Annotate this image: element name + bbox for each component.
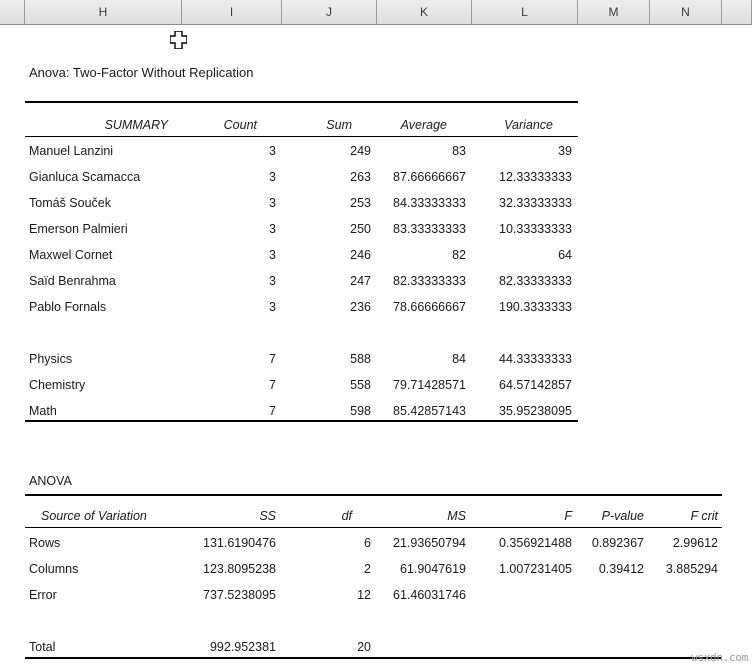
table-row: Physics — [29, 352, 73, 366]
anova-header-p-value: P-value — [601, 509, 644, 523]
report-title: Anova: Two-Factor Without Replication — [29, 65, 254, 80]
table-cell: 0.39412 — [598, 562, 644, 576]
table-cell: 1.007231405 — [499, 562, 572, 576]
table-cell: 85.42857143 — [393, 404, 466, 418]
table-cell: 598 — [350, 404, 371, 418]
summary-header-average: Average — [400, 118, 447, 132]
table-cell: 3 — [269, 144, 276, 158]
table-cell: 249 — [350, 144, 371, 158]
anova-total-df: 20 — [357, 640, 371, 654]
anova-total-ss: 992.952381 — [209, 640, 276, 654]
column-header-j[interactable]: J — [282, 0, 377, 24]
table-cell: 3 — [269, 222, 276, 236]
table-cell: 83 — [452, 144, 466, 158]
anova-total-label: Total — [29, 640, 56, 654]
anova-section-label: ANOVA — [29, 474, 72, 488]
table-row: Pablo Fornals — [29, 300, 107, 314]
table-row: Saïd Benrahma — [29, 274, 116, 288]
table-cell: 32.33333333 — [499, 196, 572, 210]
table-cell: 3 — [269, 248, 276, 262]
table-cell: 3 — [269, 300, 276, 314]
table-cell: 44.33333333 — [499, 352, 572, 366]
table-cell: 64 — [558, 248, 572, 262]
table-cell: 131.6190476 — [203, 536, 276, 550]
anova-header-source: Source of Variation — [41, 509, 147, 523]
table-cell: 2 — [364, 562, 371, 576]
table-cell: 3.885294 — [665, 562, 718, 576]
table-cell: 588 — [350, 352, 371, 366]
column-header-m[interactable]: M — [578, 0, 650, 24]
summary-header-rule — [25, 136, 578, 137]
column-header-partial[interactable] — [722, 0, 752, 24]
table-cell: 12 — [357, 588, 371, 602]
anova-header-df: df — [341, 509, 352, 523]
column-header-h[interactable]: H — [25, 0, 182, 24]
table-cell: 263 — [350, 170, 371, 184]
summary-header-variance: Variance — [504, 118, 553, 132]
table-cell: 7 — [269, 404, 276, 418]
table-cell: 3 — [269, 170, 276, 184]
table-cell: 10.33333333 — [499, 222, 572, 236]
table-row: Math — [29, 404, 57, 418]
column-header-i[interactable]: I — [182, 0, 282, 24]
table-cell: 12.33333333 — [499, 170, 572, 184]
summary-header-count: Count — [223, 118, 257, 132]
anova-header-rule — [25, 527, 722, 528]
table-cell: 87.66666667 — [393, 170, 466, 184]
table-cell: 190.3333333 — [499, 300, 572, 314]
table-cell: 2.99612 — [672, 536, 718, 550]
anova-header-f: F — [564, 509, 572, 523]
table-cell: 84 — [452, 352, 466, 366]
summary-top-rule — [25, 101, 578, 103]
column-header-row — [0, 0, 752, 25]
table-cell: 3 — [269, 274, 276, 288]
summary-bottom-rule — [25, 420, 578, 422]
table-cell: 246 — [350, 248, 371, 262]
table-cell: 250 — [350, 222, 371, 236]
table-cell: 737.5238095 — [203, 588, 276, 602]
table-cell: 64.57142857 — [499, 378, 572, 392]
table-cell: 79.71428571 — [393, 378, 466, 392]
column-header-l[interactable]: L — [472, 0, 578, 24]
table-cell: 0.356921488 — [499, 536, 572, 550]
sheet-content — [0, 25, 752, 666]
table-row: Columns — [29, 562, 79, 576]
table-row: Maxwel Cornet — [29, 248, 113, 262]
table-cell: 558 — [350, 378, 371, 392]
column-header-k[interactable]: K — [377, 0, 472, 24]
table-cell: 78.66666667 — [393, 300, 466, 314]
table-row: Gianluca Scamacca — [29, 170, 141, 184]
table-cell: 253 — [350, 196, 371, 210]
table-cell: 0.892367 — [591, 536, 644, 550]
table-row: Manuel Lanzini — [29, 144, 114, 158]
table-cell: 83.33333333 — [393, 222, 466, 236]
column-header-n[interactable]: N — [650, 0, 722, 24]
table-cell: 21.93650794 — [393, 536, 466, 550]
anova-header-ms: MS — [447, 509, 466, 523]
anova-header-f-crit: F crit — [690, 509, 718, 523]
table-cell: 35.95238095 — [499, 404, 572, 418]
table-row: Emerson Palmieri — [29, 222, 128, 236]
table-cell: 7 — [269, 378, 276, 392]
anova-header-ss: SS — [259, 509, 276, 523]
anova-bottom-rule — [25, 657, 722, 659]
site-watermark: wsxdn.com — [691, 651, 748, 664]
table-cell: 82.33333333 — [393, 274, 466, 288]
table-row: Rows — [29, 536, 61, 550]
table-row: Error — [29, 588, 57, 602]
summary-header-summary: SUMMARY — [104, 118, 168, 132]
summary-header-sum: Sum — [326, 118, 352, 132]
table-cell: 84.33333333 — [393, 196, 466, 210]
table-cell: 3 — [269, 196, 276, 210]
table-cell: 39 — [558, 144, 572, 158]
table-row: Tomáš Souček — [29, 196, 111, 210]
table-cell: 7 — [269, 352, 276, 366]
table-row: Chemistry — [29, 378, 86, 392]
table-cell: 247 — [350, 274, 371, 288]
table-cell: 6 — [364, 536, 371, 550]
table-cell: 61.9047619 — [399, 562, 466, 576]
table-cell: 123.8095238 — [203, 562, 276, 576]
anova-top-rule — [25, 494, 722, 496]
column-header-corner[interactable] — [0, 0, 25, 24]
table-cell: 82.33333333 — [499, 274, 572, 288]
table-cell: 61.46031746 — [393, 588, 466, 602]
table-cell: 236 — [350, 300, 371, 314]
table-cell: 82 — [452, 248, 466, 262]
